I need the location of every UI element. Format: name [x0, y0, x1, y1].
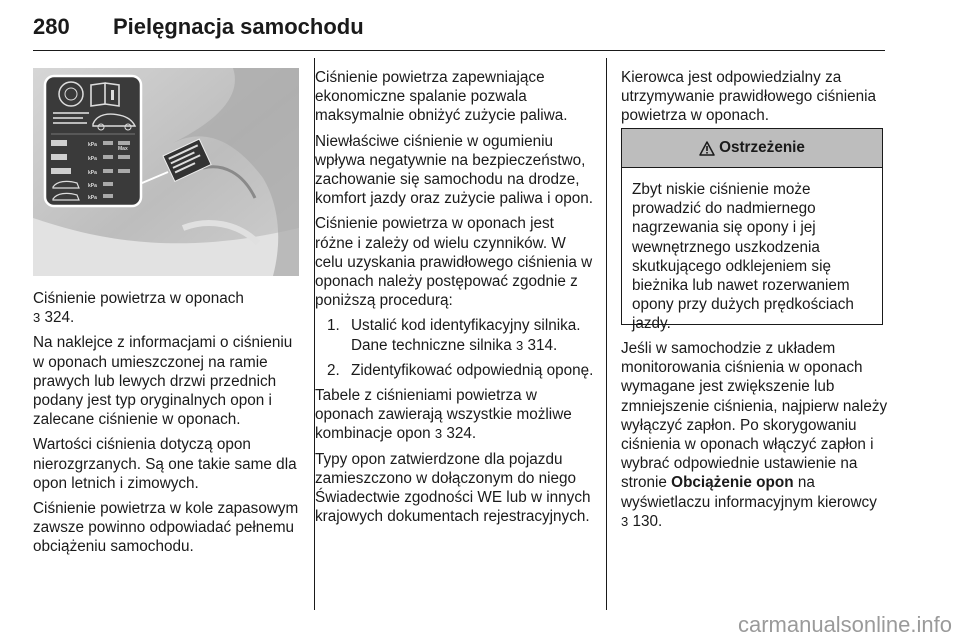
caption-text: Ciśnienie powietrza w oponach — [33, 290, 244, 307]
sticker-kpa-2: kPa — [88, 156, 97, 162]
sticker-kpa-1: kPa — [88, 142, 97, 148]
paragraph: Typy opon zatwierdzone dla pojazdu zamieszczono w dołączonym do niego Świadectwie zgodności WE lub w innych krajowych dokumentach rejestracyjnych. — [315, 450, 591, 526]
page-ref[interactable]: 3 314. — [515, 336, 558, 354]
list-item: 1. Ustalić kod identyfikacyjny silnika. Dane techniczne silnika 3 314. — [327, 317, 581, 354]
page-number: 280 — [33, 14, 70, 39]
warning-box — [621, 128, 883, 333]
column-3-continued — [621, 339, 891, 537]
figure-caption — [33, 289, 301, 327]
ref-arrow-icon: 3 — [621, 513, 629, 529]
warning-header — [622, 129, 882, 168]
menu-name: Obciążenie opon — [671, 474, 794, 492]
page-ref[interactable]: 3 130. — [621, 512, 663, 530]
paragraph: Jeśli w samochodzie z układem monitorowania ciśnienia w oponach wymagane jest zwiększenie lub zmniejszenie ciśnienia, najpierw należy wyłączyć zapłon. Po skorygowaniu ciśnienia w oponach włączyć zapłon i wybrać odpowiednie ustawienie na stronie Obciążenie opon na wyświetlaczu informacyjnym kierowcy 3 130. — [621, 340, 888, 530]
sticker-kpa-3: kPa — [88, 170, 97, 176]
ref-arrow-icon: 3 — [33, 310, 41, 326]
sticker-kpa-4: kPa — [88, 183, 97, 189]
page-ref[interactable]: 3 324. — [434, 425, 477, 443]
paragraph: Tabele z ciśnieniami powietrza w oponach zawierają wszystkie możliwe kombinacje opon 3 324. — [315, 387, 572, 443]
warning-triangle-icon — [699, 141, 715, 156]
warning-title: Ostrzeżenie — [719, 139, 805, 156]
watermark: carmanualsonline.info — [737, 612, 952, 637]
header-rule — [33, 50, 885, 51]
list-item: 2. Zidentyfikować odpowiednią oponę. — [327, 361, 594, 379]
paragraph: Ciśnienie powietrza w oponach jest różne i zależy od wielu czynników. W celu uzyskania prawidłowego ciśnienia w oponach należy postępować zgodnie z poniższą procedurą: — [315, 215, 593, 310]
page-header — [33, 8, 885, 50]
tire-pressure-label-figure — [33, 68, 299, 276]
column-3 — [621, 68, 889, 132]
ref-arrow-icon: 3 — [434, 426, 443, 442]
chapter-title: Pielęgnacja samochodu — [113, 14, 364, 39]
paragraph: Kierowca jest odpowiedzialny za utrzymywanie prawidłowego ciśnienia powietrza w oponach. — [621, 69, 877, 125]
paragraph: Na naklejce z informacjami o ciśnieniu w oponach umieszczonej na ramie prawych lub lewych drzwi przednich podany jest typ oryginalnych opon i zalecane ciśnienie w oponach. — [33, 334, 293, 429]
paragraph: Niewłaściwe ciśnienie w ogumieniu wpływa negatywnie na bezpieczeństwo, zachowanie się samochodu na drodze, komfort jazdy oraz zużycie paliwa i opon. — [315, 132, 594, 208]
column-2 — [315, 68, 595, 532]
paragraph: Wartości ciśnienia dotyczą opon nierozgrzanych. Są one takie same dla opon letnich i zimowych. — [33, 436, 297, 492]
paragraph: Ciśnienie powietrza w kole zapasowym zawsze powinno odpowiadać pełnemu obciążeniu samochodu. — [33, 500, 299, 556]
column-1 — [33, 289, 301, 563]
sticker-kpa-5: kPa — [88, 195, 97, 201]
procedure-list — [315, 316, 595, 380]
warning-text: Zbyt niskie ciśnienie może prowadzić do nadmiernego nagrzewania się opony i jej wewnętrznego uszkodzenia skutkującego odklejeniem się bieżnika lub nawet rozerwaniem opony przy dużych prędkościach jazdy. — [632, 181, 854, 333]
page-ref[interactable]: 3 324. — [33, 309, 75, 327]
sticker-max: Max — [118, 146, 128, 152]
ref-arrow-icon: 3 — [515, 337, 524, 353]
column-divider-2 — [606, 58, 607, 610]
paragraph: Ciśnienie powietrza zapewniające ekonomiczne spalanie pozwala maksymalnie obniżyć zużycie paliwa. — [315, 69, 568, 125]
